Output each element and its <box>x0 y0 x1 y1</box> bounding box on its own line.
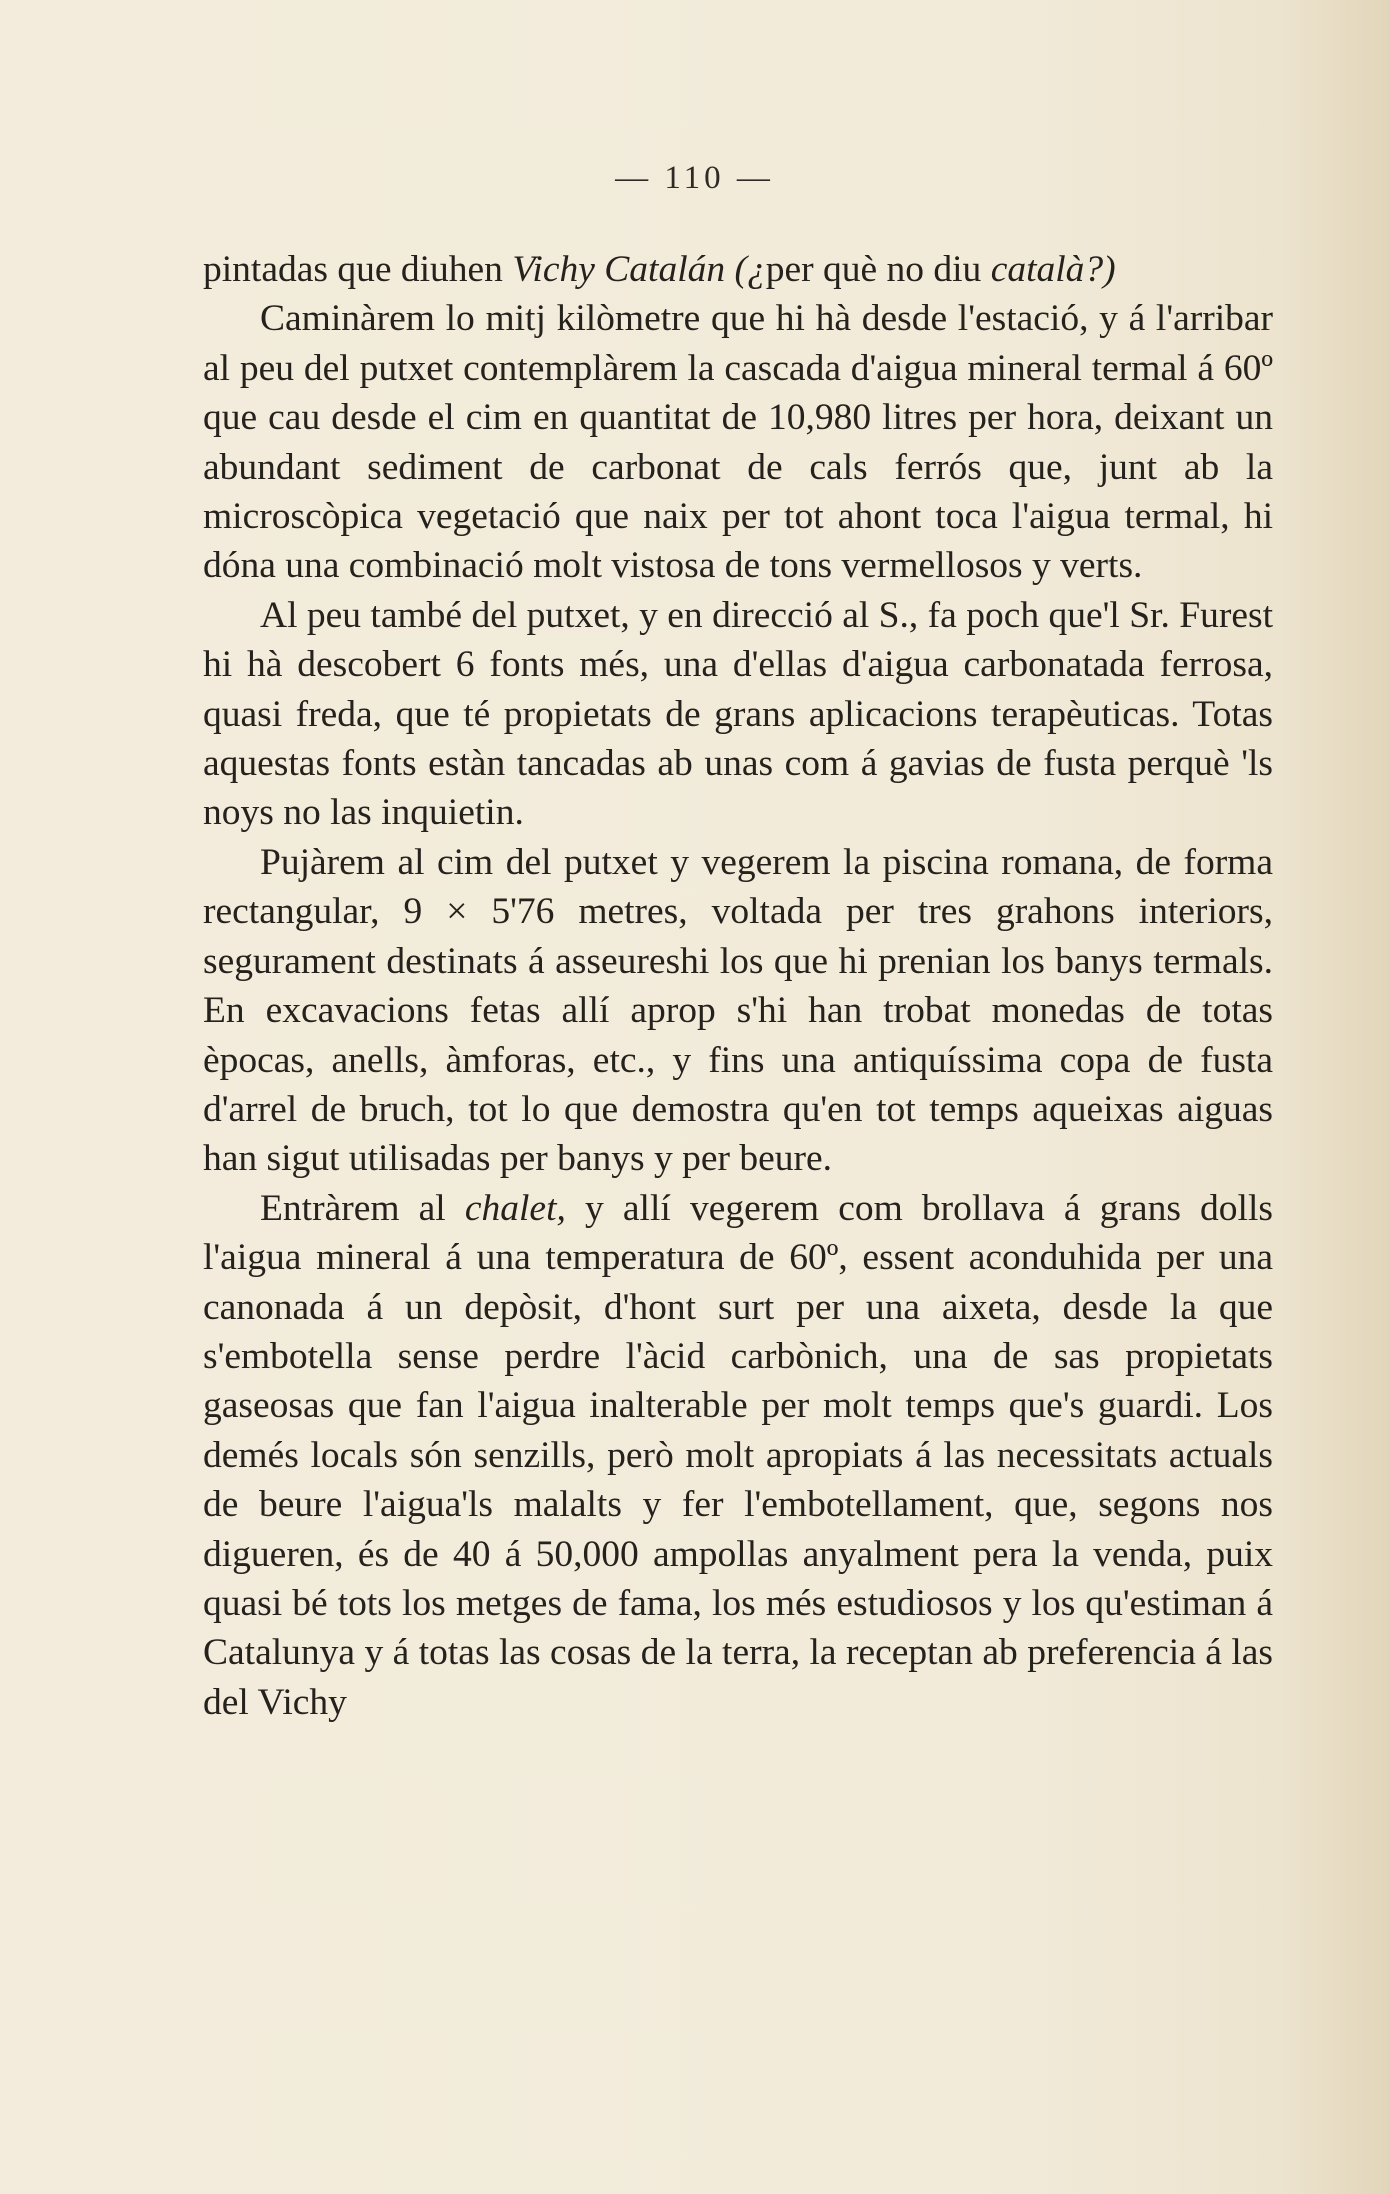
paragraph-4-text: Pujàrem al cim del putxet y vegerem la piscina romana, de forma rectangular, 9 × 5'76 metres, voltada per tres grahons interiors, segurament destinats á asseureshi los que hi prenian los banys termals. En excavacions fetas allí aprop s'hi han trobat monedas de totas èpocas, anells, àmforas, etc., y fins una antiquíssima copa de fusta d'arrel de bruch, tot lo que demostra qu'en tot temps aqueixas aiguas han sigut utilisadas per banys y per beure. <box>203 841 1273 1180</box>
paragraph-1-text: pintadas que diuhen <box>203 249 513 290</box>
paragraph-3-text: Al peu també del putxet, y en direcció al S., fa poch que'l Sr. Furest hi hà descobert 6 fonts més, una d'ellas d'aigua carbonatada ferrosa, quasi freda, que té propietats de grans aplicacions terapèuticas. Totas aquestas fonts estàn tancadas ab unas com á gavias de fusta perquè 'ls noys no las inquietin. <box>203 594 1273 834</box>
paragraph-1-text-2: per què no diu <box>765 249 991 290</box>
paragraph-1 <box>203 245 1273 294</box>
body-text <box>203 245 1273 1727</box>
page-number: — 110 — <box>615 160 774 196</box>
paragraph-2 <box>203 294 1273 590</box>
paragraph-5-text-2: y allí vegerem com brollava á grans dolls l'aigua mineral á una temperatura de 60º, essent aconduhida per una canonada á un depòsit, d'hont surt per una aixeta, desde la que s'embotella sense perdre l'àcid carbònich, una de sas propietats gaseosas que fan l'aigua inalterable per molt temps que's guardi. Los demés locals són senzills, però molt apropiats á las necessitats actuals de beure l'aigua'ls malalts y fer l'embotellament, que, segons nos digueren, és de 40 á 50,000 ampollas anyalment pera la venda, puix quasi bé tots los metges de fama, los més estudiosos y los qu'estiman á Catalunya y á totas las cosas de la terra, la receptan ab preferencia á las del Vichy <box>203 1187 1273 1723</box>
paragraph-4 <box>203 838 1273 1184</box>
paragraph-1-italic: Vichy Catalán (¿ <box>512 249 766 290</box>
paragraph-5-italic: chalet, <box>464 1187 566 1229</box>
paragraph-2-text: Caminàrem lo mitj kilòmetre que hi hà desde l'estació, y á l'arribar al peu del putxet contemplàrem la cascada d'aigua mineral termal á 60º que cau desde el cim en quantitat de 10,980 litres per hora, deixant un abundant sediment de carbonat de cals ferrós que, junt ab la microscòpica vegetació que naix per tot ahont toca l'aigua termal, hi dóna una combinació molt vistosa de tons vermellosos y verts. <box>203 298 1273 587</box>
paragraph-3 <box>203 591 1273 838</box>
paragraph-5 <box>203 1184 1273 1727</box>
paragraph-1-italic-2: català?) <box>990 249 1116 290</box>
paragraph-5-text: Entràrem al <box>260 1187 465 1229</box>
